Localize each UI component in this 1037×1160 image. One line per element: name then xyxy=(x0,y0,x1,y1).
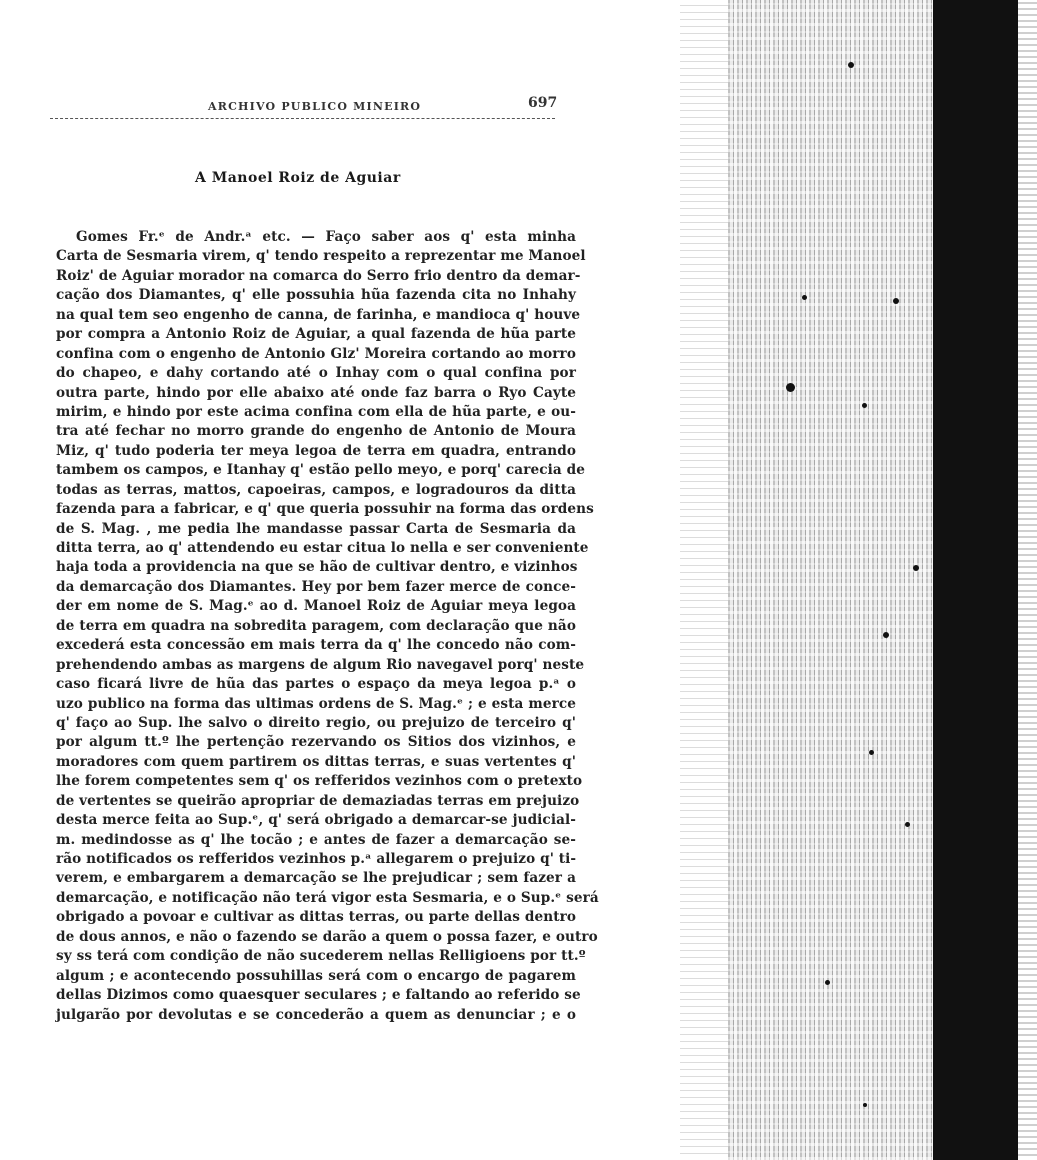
text-line: dellas Dizimos como quaesquer seculares ; e faltando ao referido se xyxy=(56,987,581,1004)
text-line: Carta de Sesmaria virem, q' tendo respeito a reprezentar me Manoel xyxy=(56,248,586,265)
text-line: rão notificados os refferidos vezinhos p.ᵃ allegarem o prejuizo q' ti- xyxy=(56,851,577,867)
text-line: ditta terra, ao q' attendendo eu estar citua lo nella e ser conveniente xyxy=(56,540,589,556)
text-line: confina com o engenho de Antonio Glz' Moreira cortando ao morro xyxy=(56,345,576,362)
text-line: de dous annos, e não o fazendo se darão a quem o possa fazer, e outro xyxy=(56,928,598,945)
speck xyxy=(786,383,795,392)
text-line: todas as terras, mattos, capoeiras, campos, e logradouros da ditta xyxy=(56,481,576,498)
text-line: por algum tt.º lhe pertenção rezervando os Sitios dos vizinhos, e xyxy=(56,734,576,751)
text-line: Roiz' de Aguiar morador na comarca do Serro frio dentro da demar- xyxy=(56,267,581,284)
text-line: der em nome de S. Mag.ᵉ ao d. Manoel Roiz de Aguiar meya legoa xyxy=(56,598,576,615)
speck xyxy=(905,822,910,827)
text-line: algum ; e acontecendo possuhillas será com o encargo de pagarem xyxy=(56,967,576,984)
text-line: m. medindosse as q' lhe tocão ; e antes de fazer a demarcação se- xyxy=(56,831,576,848)
text-line: na qual tem seo engenho de canna, de farinha, e mandioca q' houve xyxy=(56,306,581,323)
text-line: demarcação, e notificação não terá vigor esta Sesmaria, e o Sup.ᵉ será xyxy=(56,889,599,906)
text-line: de vertentes se queirão apropriar de demaziadas terras em prejuizo xyxy=(56,792,580,809)
text-line: da demarcação dos Diamantes. Hey por bem fazer merce de conce- xyxy=(56,578,576,595)
document-title: A Manoel Roiz de Aguiar xyxy=(195,170,401,186)
text-line: de S. Mag. , me pedia lhe mandasse passar Carta de Sesmaria da xyxy=(56,520,576,537)
speck xyxy=(825,980,830,985)
text-line: prehendendo ambas as margens de algum Rio navegavel porq' neste xyxy=(56,656,585,673)
gutter-shadow xyxy=(933,0,1018,1160)
text-line: de terra em quadra na sobredita paragem, com declaração que não xyxy=(56,617,576,634)
speck xyxy=(848,62,854,68)
text-line: sy ss terá com condição de não sucederem nellas Relligioens por tt.º xyxy=(56,948,586,965)
text-line: do chapeo, e dahy cortando até o Inhay com o qual confina por xyxy=(56,365,576,382)
text-line: mirim, e hindo por este acima confina com ella de hũa parte, e ou- xyxy=(56,403,576,420)
page-edge xyxy=(1018,0,1037,1160)
text-line: desta merce feita ao Sup.ᵉ, q' será obrigado a demarcar-se judicial- xyxy=(56,812,576,829)
text-line: fazenda para a fabricar, e q' que queria possuhir na forma das ordens xyxy=(56,501,594,518)
text-line: Gomes Fr.ᵉ de Andr.ᵃ etc. — Faço saber aos q' esta minha xyxy=(76,229,576,245)
text-line: q' faço ao Sup. lhe salvo o direito regio, ou prejuizo de terceiro q' xyxy=(56,714,576,731)
text-line: julgarão por devolutas e se concederão a quem as denunciar ; e o xyxy=(56,1006,576,1023)
text-line: verem, e embargarem a demarcação se lhe prejudicar ; sem fazer a xyxy=(56,870,576,887)
page-edge-stripes xyxy=(680,0,728,1160)
text-line: Miz, q' tudo poderia ter meya legoa de terra em quadra, entrando xyxy=(56,442,576,459)
text-line: tambem os campos, e Itanhay q' estão pello meyo, e porq' carecia de xyxy=(56,462,585,479)
speck xyxy=(802,295,807,300)
gutter-noise-overlay xyxy=(728,0,933,1160)
text-line: excederá esta concessão em mais terra da q' lhe concedo não com- xyxy=(56,637,576,654)
text-line: lhe forem competentes sem q' os refferidos vezinhos com o pretexto xyxy=(56,773,583,790)
page-number: 697 xyxy=(528,95,558,111)
speck xyxy=(869,750,874,755)
speck xyxy=(883,632,889,638)
text-line: por compra a Antonio Roiz de Aguiar, a qual fazenda de hũa parte xyxy=(56,326,576,343)
text-line: obrigado a povoar e cultivar as dittas terras, ou parte dellas dentro xyxy=(56,909,576,926)
text-line: tra até fechar no morro grande do engenho de Antonio de Moura xyxy=(56,423,576,440)
running-head: ARCHIVO PUBLICO MINEIRO xyxy=(208,100,422,113)
text-line: cação dos Diamantes, q' elle possuhia hũa fazenda cita no Inhahy xyxy=(56,287,576,304)
speck xyxy=(913,565,919,571)
speck xyxy=(862,403,867,408)
text-line: outra parte, hindo por elle abaixo até onde faz barra o Ryo Cayte xyxy=(56,384,576,401)
speck xyxy=(863,1103,867,1107)
text-line: caso ficará livre de hũa das partes o espaço da meya legoa p.ᵃ o xyxy=(56,676,576,693)
body-text xyxy=(56,228,599,1025)
header-rule xyxy=(50,118,555,119)
text-line: uzo publico na forma das ultimas ordens de S. Mag.ᵉ ; e esta merce xyxy=(56,695,576,712)
text-line: moradores com quem partirem os dittas terras, e suas vertentes q' xyxy=(56,753,576,770)
text-line: haja toda a providencia na que se hão de cultivar dentro, e vizinhos xyxy=(56,559,578,576)
speck xyxy=(893,298,899,304)
